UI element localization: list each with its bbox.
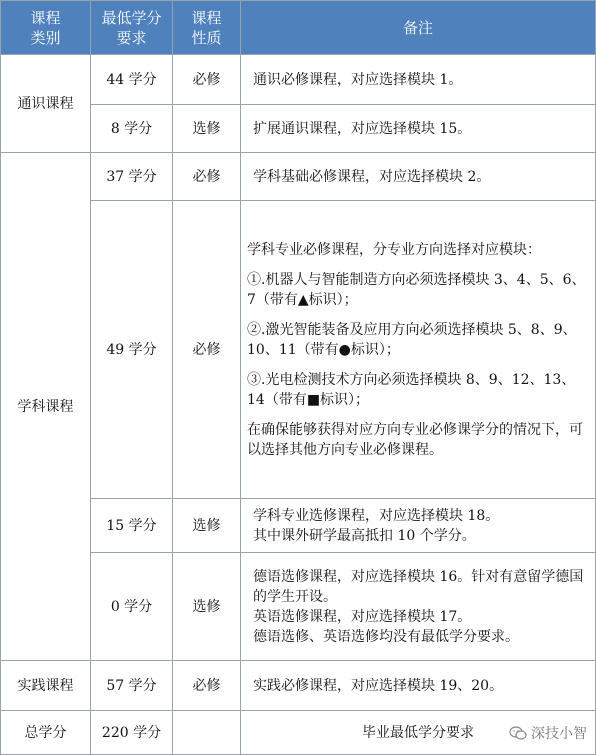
table-row <box>1 55 596 105</box>
header-nature <box>173 1 241 55</box>
category-cell: 通识课程 <box>1 55 91 153</box>
nature-cell: 选修 <box>173 553 241 661</box>
note-cell <box>241 499 596 553</box>
note-cell: 学科基础必修课程，对应选择模块 2。 <box>241 153 596 201</box>
nature-cell: 必修 <box>173 55 241 105</box>
header-nature-line2: 性质 <box>191 28 222 47</box>
credits-cell: 44 学分 <box>91 55 173 105</box>
credits-cell: 57 学分 <box>91 661 173 711</box>
note-cell <box>241 201 596 499</box>
table-row <box>1 499 596 553</box>
nature-cell: 选修 <box>173 499 241 553</box>
header-category-line1: 课程 <box>30 8 61 27</box>
note-line: ①.机器人与智能制造方向必须选择模块 3、4、5、6、7（带有▲标识）； <box>247 271 586 308</box>
watermark-label: 深技小智 <box>531 724 587 741</box>
header-category <box>1 1 91 55</box>
note-line: 学科专业选修课程，对应选择模块 18。 <box>253 507 500 524</box>
note-line: 在确保能够获得对应方向专业必修课学分的情况下，可以选择其他方向专业必修课程。 <box>247 421 583 458</box>
header-credits <box>91 1 173 55</box>
header-notes: 备注 <box>241 1 596 55</box>
table-row <box>1 661 596 711</box>
note-cell: 通识必修课程，对应选择模块 1。 <box>241 55 596 105</box>
header-category-line2: 类别 <box>30 28 61 47</box>
note-line: 英语选修课程，对应选择模块 17。 <box>253 608 472 625</box>
note-cell: 扩展通识课程，对应选择模块 15。 <box>241 105 596 153</box>
empty-cell <box>173 711 241 755</box>
table-row <box>1 105 596 153</box>
note-cell <box>241 553 596 661</box>
credits-cell: 49 学分 <box>91 201 173 499</box>
table-row <box>1 553 596 661</box>
credits-cell: 0 学分 <box>91 553 173 661</box>
watermark <box>509 723 587 743</box>
table-row <box>1 153 596 201</box>
category-cell: 实践课程 <box>1 661 91 711</box>
note-cell: 实践必修课程，对应选择模块 19、20。 <box>241 661 596 711</box>
nature-cell: 必修 <box>173 661 241 711</box>
header-credits-line2: 要求 <box>116 28 147 47</box>
header-credits-line1: 最低学分 <box>101 8 162 27</box>
note-line: 德语选修、英语选修均没有最低学分要求。 <box>253 628 519 645</box>
credits-cell: 37 学分 <box>91 153 173 201</box>
nature-cell: 必修 <box>173 201 241 499</box>
note-cell <box>241 711 596 755</box>
credits-cell: 15 学分 <box>91 499 173 553</box>
category-cell: 总学分 <box>1 711 91 755</box>
header-nature-line1: 课程 <box>191 8 222 27</box>
header-row <box>1 1 596 55</box>
note-line: 学科专业必修课程，分专业方向选择对应模块： <box>247 241 541 258</box>
note-line: ③.光电检测技术方向必须选择模块 8、9、12、13、14（带有■标识）； <box>247 371 576 408</box>
category-cell: 学科课程 <box>1 153 91 661</box>
table-row <box>1 201 596 499</box>
note-line: ②.激光智能装备及应用方向必须选择模块 5、8、9、10、11（带有●标识）； <box>247 321 577 358</box>
credits-cell: 8 学分 <box>91 105 173 153</box>
nature-cell: 选修 <box>173 105 241 153</box>
nature-cell: 必修 <box>173 153 241 201</box>
wechat-icon <box>509 726 527 740</box>
note-line: 其中课外研学最高抵扣 10 个学分。 <box>253 527 476 544</box>
note-line: 德语选修课程，对应选择模块 16。针对有意留学德国的学生开设。 <box>253 568 584 605</box>
table-row <box>1 711 596 755</box>
credits-cell: 220 学分 <box>91 711 173 755</box>
total-note-text: 毕业最低学分要求 <box>362 724 474 741</box>
